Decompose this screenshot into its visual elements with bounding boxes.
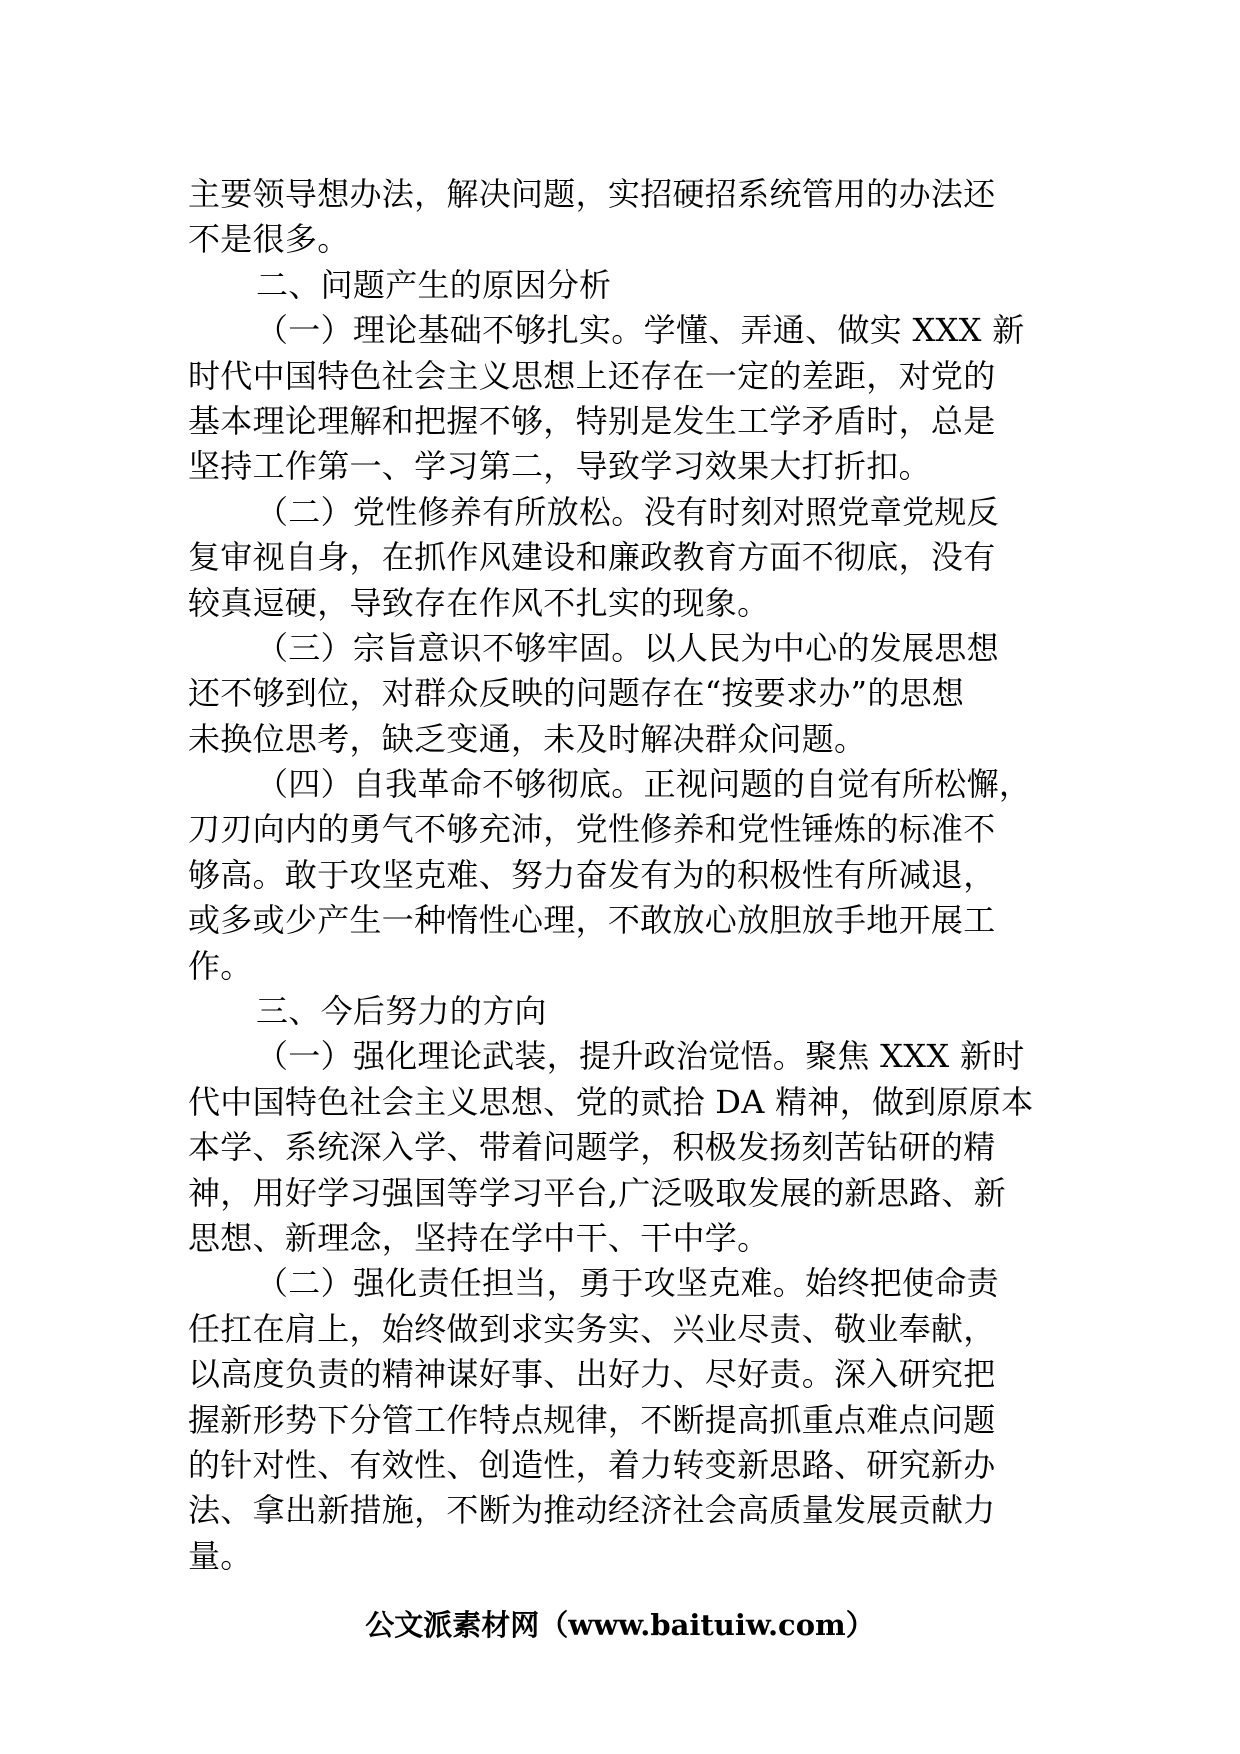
body-line-7: 坚持工作第一、学习第二，导致学习效果大打折扣。: [188, 447, 931, 486]
body-line-9: 复审视自身，在抓作风建设和廉政教育方面不彻底，没有: [188, 538, 996, 577]
body-line-22: 本学、系统深入学、带着问题学，积极发扬刻苦钻研的精: [188, 1128, 996, 1167]
footer-source-text: 公文派素材网（www.baituiw.com）: [365, 1608, 875, 1642]
body-line-29: 的针对性、有效性、创造性，着力转变新思路、研究新办: [188, 1445, 996, 1484]
body-line-20: （一）强化理论武装，提升政治觉悟。聚焦 XXX 新时: [256, 1037, 1025, 1076]
body-line-6: 基本理论理解和把握不够，特别是发生工学矛盾时，总是: [188, 401, 996, 440]
body-line-27: 以高度负责的精神谋好事、出好力、尽好责。深入研究把: [188, 1355, 996, 1394]
body-line-5: 时代中国特色社会主义思想上还存在一定的差距，对党的: [188, 356, 996, 395]
body-line-21: 代中国特色社会主义思想、党的贰拾 DA 精神，做到原原本: [188, 1082, 1034, 1121]
body-line-10: 较真逗硬，导致存在作风不扎实的现象。: [188, 583, 770, 622]
body-line-14: （四）自我革命不够彻底。正视问题的自觉有所松懈，: [256, 765, 1032, 804]
body-line-18: 作。: [188, 946, 253, 985]
body-line-25: （二）强化责任担当，勇于攻坚克难。始终把使命责: [256, 1264, 999, 1303]
body-line-31: 量。: [188, 1536, 253, 1575]
body-line-28: 握新形势下分管工作特点规律，不断提高抓重点难点问题: [188, 1400, 996, 1439]
section-heading-3: 三、今后努力的方向: [256, 992, 547, 1031]
body-line-4: （一）理论基础不够扎实。学懂、弄通、做实 XXX 新: [256, 311, 1025, 350]
body-line-26: 任扛在肩上，始终做到求实务实、兴业尽责、敬业奉献，: [188, 1309, 996, 1348]
body-line-11: （三）宗旨意识不够牢固。以人民为中心的发展思想: [256, 628, 999, 667]
body-line-1: 主要领导想办法，解决问题，实招硬招系统管用的办法还: [188, 175, 996, 213]
body-line-16: 够高。敢于攻坚克难、努力奋发有为的积极性有所减退，: [188, 855, 996, 894]
body-line-8: （二）党性修养有所放松。没有时刻对照党章党规反: [256, 492, 999, 531]
body-line-13: 未换位思考，缺乏变通，未及时解决群众问题。: [188, 719, 867, 758]
body-line-30: 法、拿出新措施，不断为推动经济社会高质量发展贡献力: [188, 1491, 996, 1530]
section-heading-2: 二、问题产生的原因分析: [256, 265, 612, 304]
body-line-12: 还不够到位，对群众反映的问题存在“按要求办”的思想: [188, 674, 965, 713]
body-line-2: 不是很多。: [188, 220, 350, 259]
body-line-17: 或多或少产生一种惰性心理，不敢放心放胆放手地开展工: [188, 901, 996, 940]
body-line-15: 刀刃向内的勇气不够充沛，党性修养和党性锤炼的标准不: [188, 810, 996, 849]
document-body: [188, 172, 1068, 1579]
body-line-23: 神，用好学习强国等学习平台,广泛吸取发展的新思路、新: [188, 1173, 1006, 1212]
body-line-24: 思想、新理念，坚持在学中干、干中学。: [188, 1218, 770, 1257]
